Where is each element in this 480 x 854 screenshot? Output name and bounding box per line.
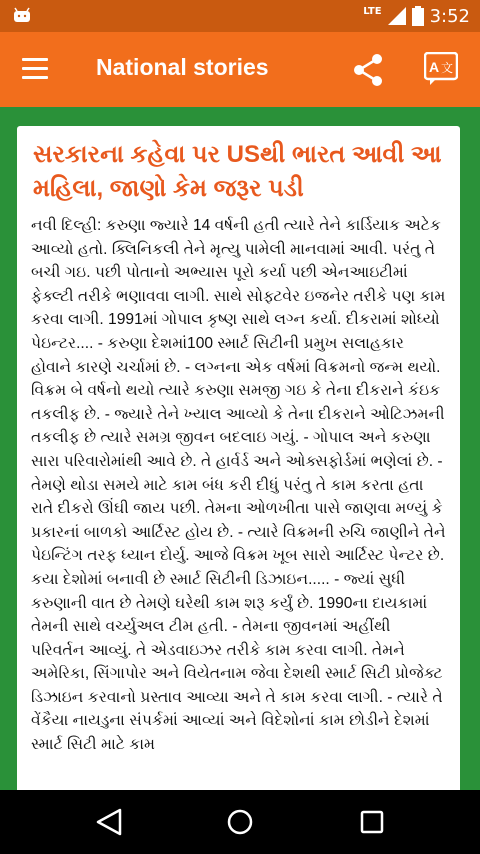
battery-icon <box>412 6 424 26</box>
network-type: LTE <box>363 5 382 17</box>
status-bar <box>0 0 480 32</box>
svg-text:文: 文 <box>441 61 454 75</box>
clock: 3:52 <box>429 5 470 27</box>
app-bar <box>0 32 480 107</box>
signal-icon <box>388 7 406 25</box>
article-body: નવી દિલ્હી: કરુણા જ્યારે 14 વર્ષની હતી ત્યારે તેને કાર્ડિયાક અટેક આવ્યો હતો. ક્લિનિકલી તેને મૃત્યુ પામેલી માનવામાં આવી. પરંતુ તે બચી ગઇ. પછી પોતાનો અભ્યાસ પૂરો કર્યા પછી એનઆઇટીમાં ફેક્લ્ટી તરીકે ભણાવવા લાગી. સાથે સોફ્ટવેર ઇજનેર તરીકે પણ કામ કરવા લાગી. 1991માં ગોપાલ કૃષ્ણ સાથે લગ્ન કર્યા. દીકરામાં શોધ્યો પેઇન્ટર.... - કરુણા દેશમાં100 સ્માર્ટ સિટીની પ્રમુખ સલાહકાર હોવાને કારણે ચર્ચામાં છે. - લગ્નના એક વર્ષમાં વિક્રમનો જન્મ થયો. વિક્રમ બે વર્ષનો થયો ત્યારે કરુણા સમજી ગઇ કે તેના દીકરાને કંઇક તકલીફ છે. - જ્યારે તેને ખ્યાલ આવ્યો કે તેના દીકરાને ઓટિઝમની તકલીફ છે ત્યારે સમગ્ર જીવન બદલાઇ ગયું. - ગોપાલ અને કરુણા સારા પરિવારોમાંથી આવે છે. તે હાર્વર્ડ અને ઓક્સફોર્ડમાં ભણેલાં છે. - તેમણે થોડા સમયે માટે કામ બંધ કરી દીધું પરંતુ તે કામ કરતા હતા રાતે દીકરો ઊંઘી જાય પછી. તેમના ઓળખીતા પાસે જાણવા મળ્યું કે પ્રકારનાં બાળકો આર્ટિસ્ટ હોય છે. - ત્યારે વિક્રમની રુચિ જાણીને તેને પેઇન્ટિંગ તરફ ધ્યાન દોર્યુ. આજે વિક્રમ ખૂબ સારો આર્ટિસ્ટ પેન્ટર છે. કયા દેશોમાં બનાવી છે સ્માર્ટ સિટીની ડિઝાઇન..... - જ્યાં સુધી કરુણાની વાત છે તેમણે ઘરેથી કામ શરૂ કર્યું છે. 1990ના દાયકામાં તેમની સાથે વર્ચ્યુઅલ ટીમ હતી. - તેમના જીવનમાં અહીંથી પરિવર્તન આવ્યું. તે એડવાઇઝર તરીકે કામ કરવા લાગી. તેમને અમેરિકા, સિંગાપોર અને વિયેતનામ જેવા દેશથી સ્માર્ટ સિટી પ્રોજેક્ટ ડિઝાઇન કરવાનો પ્રસ્તાવ આવ્યા અને તે કામ કરવા લાગી. - ત્યારે તે વેંકૈયા નાયડુના સંપર્કમાં આવ્યાં અને વિદેશોનાં કામ છોડીને દેશમાં સ્માર્ટ સિટી માટે કામ <box>31 217 446 754</box>
translate-icon[interactable] <box>424 52 458 86</box>
android-notification-icon <box>12 7 32 23</box>
svg-text:A: A <box>429 59 440 75</box>
navigation-bar <box>0 790 480 854</box>
page-title: National stories <box>96 54 269 80</box>
back-icon[interactable] <box>94 808 124 836</box>
recent-apps-icon[interactable] <box>360 810 384 834</box>
article-card <box>17 126 460 806</box>
article-headline: સરકારના કહેવા પર USથી ભારત આવી આ મહિલા, જાણો કેમ જરૂર પડી <box>33 141 442 202</box>
share-icon[interactable] <box>350 52 386 88</box>
home-icon[interactable] <box>226 808 254 836</box>
menu-icon[interactable] <box>22 58 48 80</box>
